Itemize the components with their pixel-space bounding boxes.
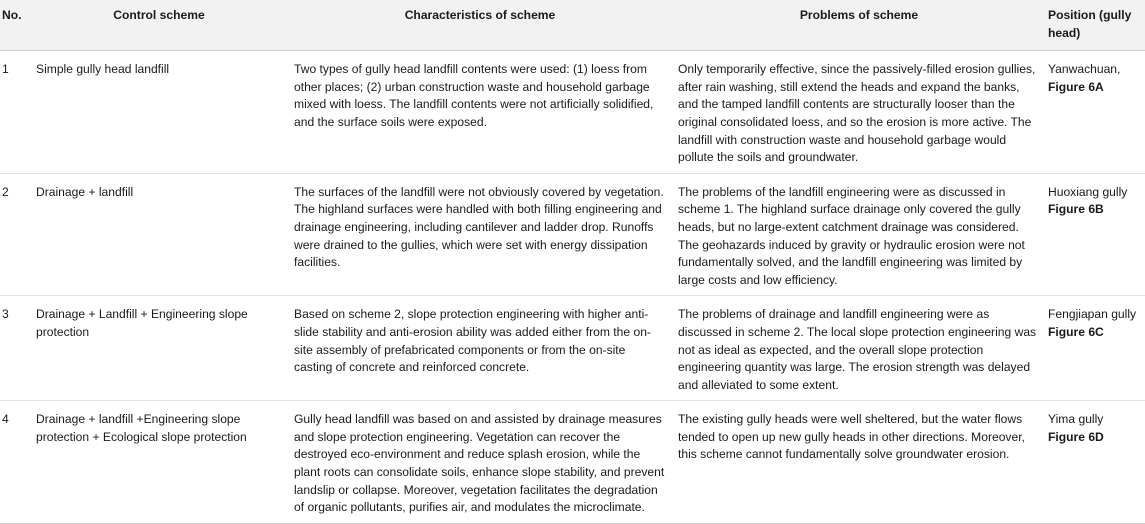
- figure-link[interactable]: Figure 6C: [1048, 324, 1104, 339]
- table-row: [0, 296, 1145, 401]
- cell-characteristics: Based on scheme 2, slope protection engineering with higher anti-slide stability and anti-erosion ability was added either from the on-site assembly of prefabricated components or from the on-site casting of concrete and reinforced concrete.: [288, 296, 672, 401]
- cell-characteristics: The surfaces of the landfill were not obviously covered by vegetation. The highland surfaces were handled with both filling engineering and drainage engineering, including cantilever and ladder drop. Runoffs were drained to the gullies, which were set with energy dissipation facilities.: [288, 173, 672, 296]
- cell-problems: Only temporarily effective, since the passively-filled erosion gullies, after rain washing, still extend the heads and expand the banks, and the tamped landfill contents are structurally looser than the original consolidated loess, and so the erosion is more active. The landfill with construction waste and household garbage would pollute the soils and groundwater.: [672, 51, 1046, 174]
- cell-characteristics: Two types of gully head landfill contents were used: (1) loess from other places; (2) urban construction waste and household garbage mixed with loess. The landfill contents were not artificially solidified, and the surface soils were exposed.: [288, 51, 672, 174]
- cell-no: 2: [0, 173, 30, 296]
- cell-position: [1046, 51, 1145, 174]
- header-control-scheme: Control scheme: [30, 0, 288, 51]
- table-row: [0, 51, 1145, 174]
- cell-problems: The problems of the landfill engineering were as discussed in scheme 1. The highland surface drainage only covered the gully heads, but no large-extent catchment drainage was considered. The geohazards induced by gravity or hydraulic erosion were not fundamentally solved, and the landfill engineering was limited by large costs and low efficiency.: [672, 173, 1046, 296]
- cell-control-scheme: Simple gully head landfill: [30, 51, 288, 174]
- position-name: Yima gully: [1048, 412, 1104, 427]
- position-name: Huoxiang gully: [1048, 184, 1128, 199]
- cell-no: 3: [0, 296, 30, 401]
- header-problems: Problems of scheme: [672, 0, 1046, 51]
- cell-position: [1046, 173, 1145, 296]
- header-no: No.: [0, 0, 30, 51]
- table-row: [0, 401, 1145, 524]
- cell-problems: The problems of drainage and landfill engineering were as discussed in scheme 2. The local slope protection engineering was not as ideal as expected, and the overall slope protection engineering quantity was large. The erosion strength was delayed and alleviated to some extent.: [672, 296, 1046, 401]
- header-position: Position (gully head): [1046, 0, 1145, 51]
- cell-no: 1: [0, 51, 30, 174]
- table-row: [0, 173, 1145, 296]
- cell-control-scheme: Drainage + Landfill + Engineering slope protection: [30, 296, 288, 401]
- cell-position: [1046, 401, 1145, 524]
- cell-control-scheme: Drainage + landfill +Engineering slope protection + Ecological slope protection: [30, 401, 288, 524]
- position-name: Yanwachuan,: [1048, 62, 1121, 77]
- figure-link[interactable]: Figure 6A: [1048, 79, 1104, 94]
- cell-no: 4: [0, 401, 30, 524]
- header-characteristics: Characteristics of scheme: [288, 0, 672, 51]
- cell-characteristics: Gully head landfill was based on and assisted by drainage measures and slope protection engineering. Vegetation can recover the destroyed eco-environment and reduce splash erosion, while the plant roots can consolidate soils, enhance slope stability, and prevent landslip or collapse. Moreover, vegetation facilitates the degradation of organic pollutants, purifies air, and modulates the microclimate.: [288, 401, 672, 524]
- header-row: [0, 0, 1145, 51]
- cell-position: [1046, 296, 1145, 401]
- figure-link[interactable]: Figure 6B: [1048, 202, 1104, 217]
- cell-control-scheme: Drainage + landfill: [30, 173, 288, 296]
- figure-link[interactable]: Figure 6D: [1048, 429, 1104, 444]
- position-name: Fengjiapan gully: [1048, 307, 1137, 322]
- cell-problems: The existing gully heads were well sheltered, but the water flows tended to open up new gully heads in other directions. Moreover, this scheme cannot fundamentally solve groundwater erosion.: [672, 401, 1046, 524]
